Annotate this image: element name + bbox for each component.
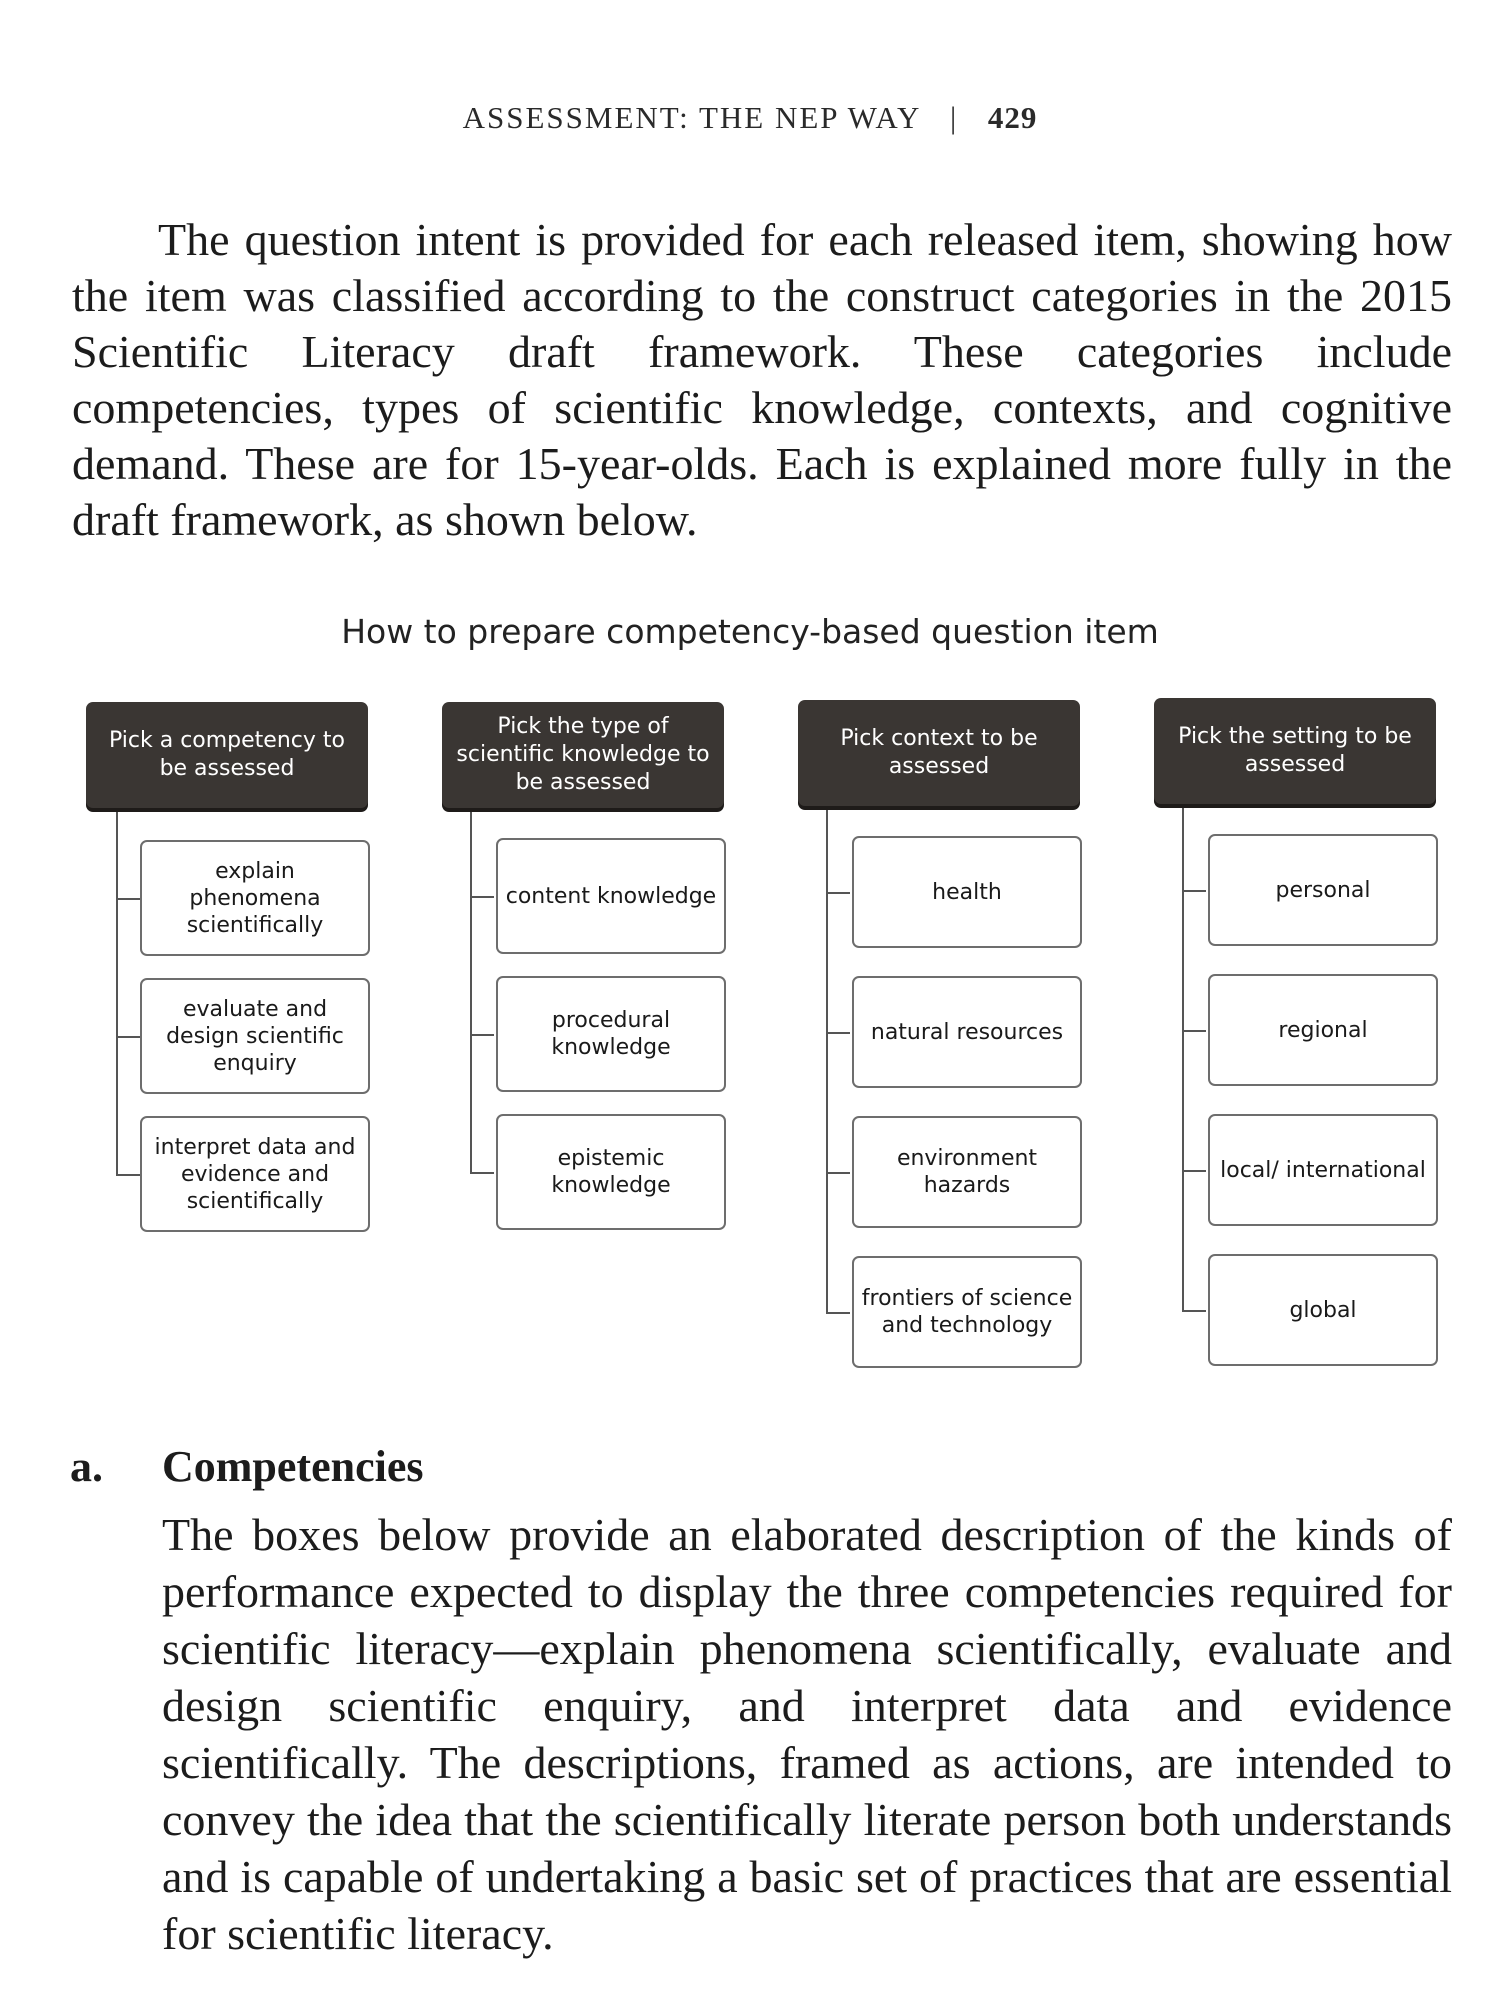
column-header-setting: Pick the setting to be assessed <box>1154 698 1436 804</box>
column-header-knowledge: Pick the type of scientific knowledge to be assessed <box>442 702 724 808</box>
connector-line <box>470 812 472 1172</box>
knowledge-item-procedural: procedural knowledge <box>496 976 726 1092</box>
context-item-frontiers: frontiers of science and technology <box>852 1256 1082 1368</box>
connector-branch <box>1182 1310 1206 1312</box>
section-letter: a. <box>70 1442 103 1491</box>
connector-branch <box>826 892 850 894</box>
setting-item-local-international: local/ international <box>1208 1114 1438 1226</box>
connector-branch <box>470 1172 494 1174</box>
connector-branch <box>1182 1030 1206 1032</box>
column-header-context: Pick context to be assessed <box>798 700 1080 806</box>
connector-branch <box>116 1174 140 1176</box>
competency-item-evaluate: evaluate and design scientific enquiry <box>140 978 370 1094</box>
knowledge-item-content: content knowledge <box>496 838 726 954</box>
header-title: ASSESSMENT: THE NEP WAY <box>462 100 921 135</box>
connector-line <box>826 810 828 1312</box>
connector-branch <box>826 1172 850 1174</box>
context-item-natural-resources: natural resources <box>852 976 1082 1088</box>
competency-item-interpret: interpret data and evidence and scientifically <box>140 1116 370 1232</box>
knowledge-item-epistemic: epistemic knowledge <box>496 1114 726 1230</box>
section-heading: Competencies <box>162 1442 424 1491</box>
context-item-environment-hazards: environment hazards <box>852 1116 1082 1228</box>
context-item-health: health <box>852 836 1082 948</box>
page-number: 429 <box>987 100 1038 135</box>
connector-branch <box>826 1312 850 1314</box>
intro-paragraph: The question intent is provided for each released item, showing how the item was classified according to the construct categories in the 2015 Scientific Literacy draft framework. These categories include competencies, types of scientific knowledge, contexts, and cognitive demand. These are for 15-year-olds. Each is explained more fully in the draft framework, as shown below. <box>72 214 1452 545</box>
connector-branch <box>1182 890 1206 892</box>
connector-branch <box>470 896 494 898</box>
column-header-competency: Pick a competency to be assessed <box>86 702 368 808</box>
connector-line <box>116 812 118 1174</box>
setting-item-global: global <box>1208 1254 1438 1366</box>
connector-branch <box>116 898 140 900</box>
running-header <box>0 100 1500 136</box>
setting-item-personal: personal <box>1208 834 1438 946</box>
connector-branch <box>470 1034 494 1036</box>
header-separator: | <box>949 100 959 135</box>
connector-line <box>1182 808 1184 1310</box>
section-paragraph: The boxes below provide an elaborated description of the kinds of performance expected to display the three competencies required for scientific literacy—explain phenomena scientifically, evaluate and design scientific enquiry, and interpret data and evidence scientifically. The descriptions, framed as actions, are intended to convey the idea that the scientifically literate person both understands and is capable of undertaking a basic set of practices that are essential for scientific literacy. <box>162 1509 1452 1959</box>
connector-branch <box>1182 1170 1206 1172</box>
setting-item-regional: regional <box>1208 974 1438 1086</box>
connector-branch <box>116 1036 140 1038</box>
connector-branch <box>826 1032 850 1034</box>
diagram-title: How to prepare competency-based question item <box>341 612 1159 651</box>
competency-item-explain: explain phenomena scientifically <box>140 840 370 956</box>
